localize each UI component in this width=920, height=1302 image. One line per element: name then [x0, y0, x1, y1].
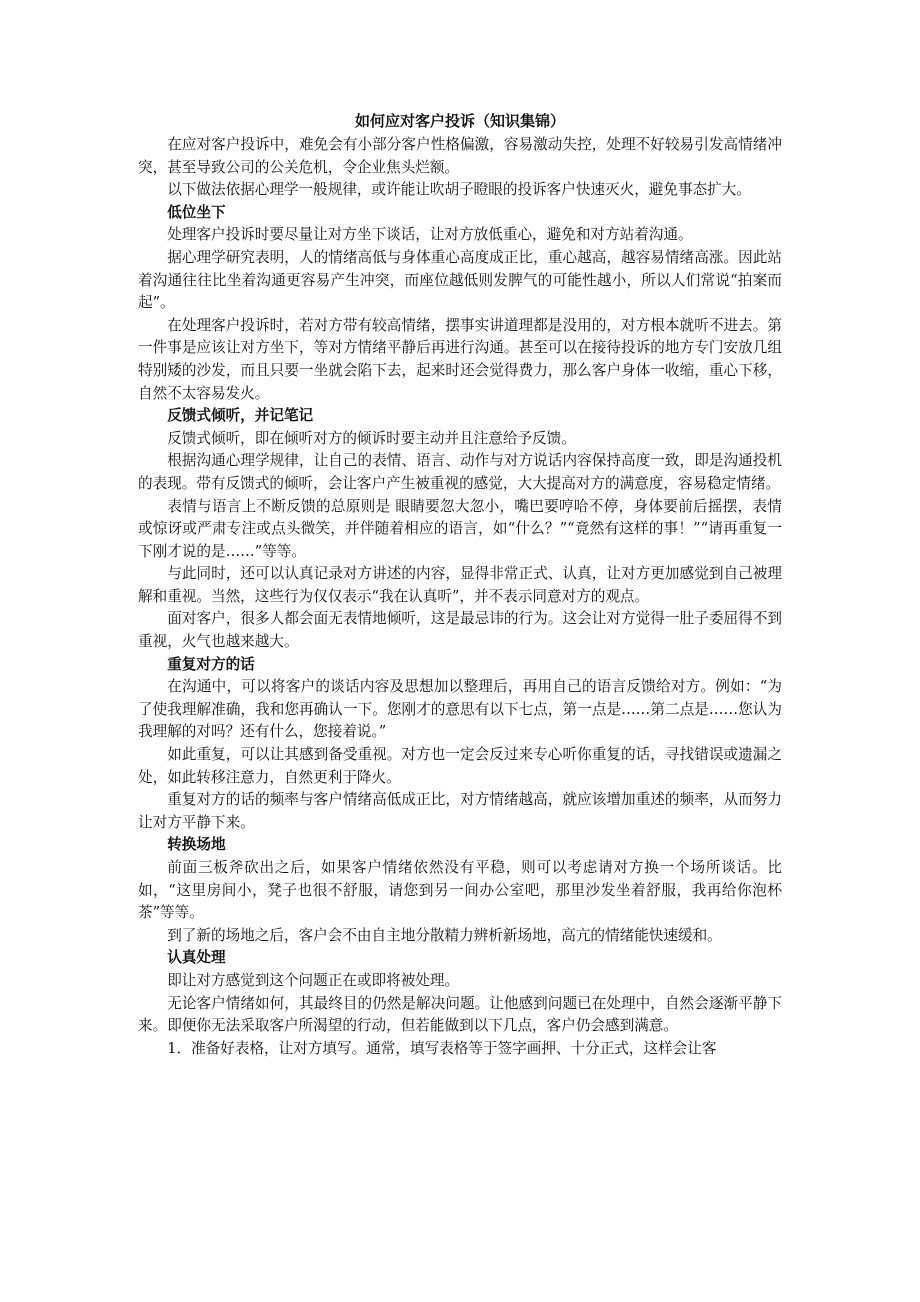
paragraph: 反馈式倾听，即在倾听对方的倾诉时要主动并且注意给予反馈。 [167, 429, 576, 447]
paragraph: 在沟通中，可以将客户的谈话内容及思想加以整理后，再用自己的语言反馈给对方。例如：“为了使我理解准确，我和您再确认一下。您刚才的意思有以下七点，第一点是……第二点是……您认为我理解的对吗？还有什么，您接着说。” [138, 678, 782, 741]
section-heading: 转换场地 [167, 836, 226, 854]
paragraph: 1．准备好表格，让对方填写。通常，填写表格等于签字画押、十分正式，这样会让客 [167, 1039, 717, 1057]
paragraph: 重复对方的话的频率与客户情绪高低成正比，对方情绪越高，就应该增加重述的频率，从而努力让对方平静下来。 [138, 791, 782, 831]
paragraph: 即让对方感觉到这个问题正在或即将被处理。 [167, 971, 460, 989]
document-title: 如何应对客户投诉（知识集锦） [354, 112, 565, 130]
paragraph: 如此重复，可以让其感到备受重视。对方也一定会反过来专心听你重复的话，寻找错误或遗漏之处，如此转移注意力，自然更利于降火。 [138, 746, 782, 786]
paragraph: 据心理学研究表明，人的情绪高低与身体重心高度成正比，重心越高，越容易情绪高涨。因此站着沟通往往比坐着沟通更容易产生冲突，而座位越低则发脾气的可能性越小，所以人们常说“拍案而起”。 [138, 248, 782, 312]
paragraph: 以下做法依据心理学一般规律，或许能让吹胡子瞪眼的投诉客户快速灭火，避免事态扩大。 [167, 181, 751, 199]
paragraph: 前面三板斧砍出之后，如果客户情绪依然没有平稳，则可以考虑请对方换一个场所谈话。比如，“这里房间小，凳子也很不舒服，请您到另一间办公室吧，那里沙发坐着舒服，我再给你泡杯茶”等等。 [138, 859, 782, 922]
document-page [138, 110, 782, 1060]
paragraph: 在应对客户投诉中，难免会有小部分客户性格偏激，容易激动失控，处理不好较易引发高情绪冲突，甚至导致公司的公关危机，令企业焦头烂额。 [138, 136, 782, 176]
document-body [138, 134, 782, 1060]
section-heading: 反馈式倾听，并记笔记 [167, 407, 314, 425]
paragraph: 在处理客户投诉时，若对方带有较高情绪，摆事实讲道理都是没用的，对方根本就听不进去。第一件事是应该让对方坐下，等对方情绪平静后再进行沟通。甚至可以在接待投诉的地方专门安放几组特别矮的沙发，而且只要一坐就会陷下去，起来时还会觉得费力，那么客户身体一收缩，重心下移，自然不太容易发火。 [138, 316, 782, 402]
section-heading: 重复对方的话 [167, 655, 255, 673]
paragraph: 根据沟通心理学规律，让自己的表情、语言、动作与对方说话内容保持高度一致，即是沟通投机的表现。带有反馈式的倾听，会让客户产生被重视的感觉，大大提高对方的满意度，容易稳定情绪。 [138, 452, 782, 492]
paragraph: 处理客户投诉时要尽量让对方坐下谈话，让对方放低重心，避免和对方站着沟通。 [167, 226, 693, 244]
paragraph: 到了新的场地之后，客户会不由自主地分散精力辨析新场地，高亢的情绪能快速缓和。 [167, 926, 722, 944]
paragraph: 表情与语言上不断反馈的总原则是 眼睛要忽大忽小，嘴巴要哼哈不停，身体要前后摇摆，表情或惊讶或严肃专注或点头微笑，并伴随着相应的语言，如“什么？”“竟然有这样的事！”“请再重复一下刚才说的是……”等等。 [138, 497, 782, 560]
paragraph: 面对客户，很多人都会面无表情地倾听，这是最忌讳的行为。这会让对方觉得一肚子委屈得不到重视，火气也越来越大。 [138, 610, 782, 651]
paragraph: 与此同时，还可以认真记录对方讲述的内容，显得非常正式、认真，让对方更加感觉到自己被理解和重视。当然，这些行为仅仅表示“我在认真听”，并不表示同意对方的观点。 [138, 565, 782, 605]
section-heading: 低位坐下 [167, 203, 226, 221]
paragraph: 无论客户情绪如何，其最终目的仍然是解决问题。让他感到问题已在处理中，自然会逐渐平静下来。即便你无法采取客户所渴望的行动，但若能做到以下几点，客户仍会感到满意。 [138, 994, 782, 1035]
section-heading: 认真处理 [167, 949, 226, 967]
